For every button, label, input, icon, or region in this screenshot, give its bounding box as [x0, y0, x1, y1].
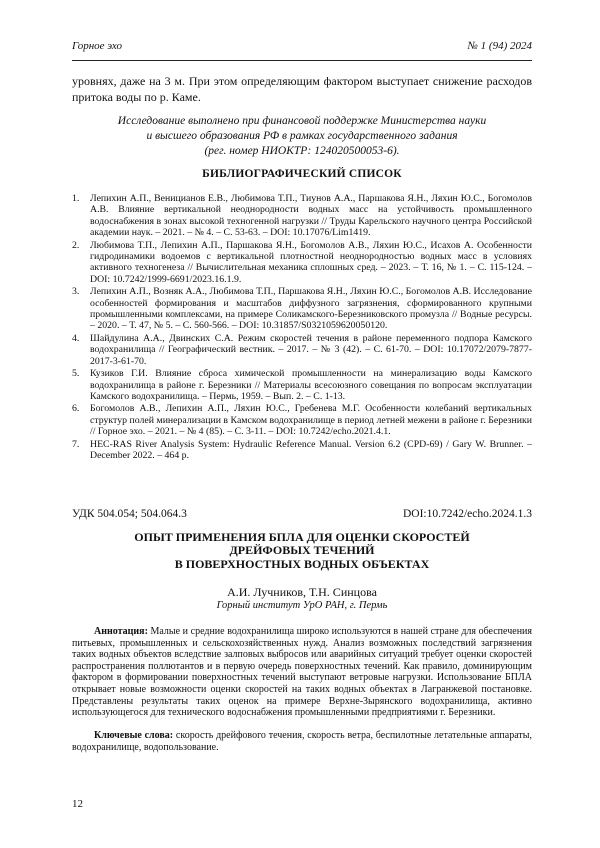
reference-item — [72, 193, 532, 239]
reference-text: HEC-RAS River Analysis System: Hydraulic Reference Manual. Version 6.2 (CPD-69) / Gary W. Brunner. – December 2022. – 464 p. — [90, 438, 532, 461]
header-rule — [72, 60, 532, 61]
reference-item — [72, 439, 532, 462]
article-title — [72, 531, 532, 571]
reference-text: Лепихин А.П., Веницианов Е.В., Любимова Т.П., Тиунов А.А., Паршакова Я.Н., Ляхин Ю.С., Богомолов А.В. Влияние вертикальной неоднородности водных масс на устойчивость промышленного водоснабжения в зонах высокой техногенной нагрузки // Труды Карельского научного центра Российской академии наук. – 2021. – № 4. – С. 53-63. – DOI: 10.17076/Lim1419. — [90, 193, 532, 239]
journal-name: Горное эхо — [72, 40, 123, 52]
udc-code: УДК 504.054; 504.064.3 — [72, 508, 187, 520]
article-doi: DOI:10.7242/echo.2024.1.3 — [402, 508, 532, 520]
article-title-line: В ПОВЕРХНОСТНЫХ ВОДНЫХ ОБЪЕКТАХ — [174, 556, 430, 571]
reference-item — [72, 368, 532, 402]
reference-list — [72, 193, 532, 462]
reference-number: 2. — [72, 239, 80, 251]
acknowledgement — [72, 114, 532, 159]
acknowledgement-line: и высшего образования РФ в рамках государственного задания — [146, 130, 458, 142]
reference-number: 3. — [72, 286, 80, 298]
article-authors: А.И. Лучников, Т.Н. Синцова — [227, 585, 377, 599]
article-title-line: ОПЫТ ПРИМЕНЕНИЯ БПЛА ДЛЯ ОЦЕНКИ СКОРОСТЕЙ — [134, 530, 470, 544]
reference-number: 1. — [72, 193, 80, 204]
keywords-label: Ключевые слова: — [94, 730, 174, 741]
author-affiliation: Горный институт УрО РАН, г. Пермь — [216, 600, 388, 611]
acknowledgement-line: (рег. номер НИОКТР: 124020500053-6). — [204, 145, 400, 157]
reference-text: Шайдулина А.А., Двинских С.А. Режим скоростей течения в районе переменного подпора Камского водохранилища // Географический вестник. – 2017. – № 3 (42). – С. 61-70. – DOI: 10.17072/2079-7877-2017-3-61-70. — [90, 332, 532, 367]
continued-paragraph: уровнях, даже на 3 м. При этом определяющим фактором выступает снижение расходов притока воды по р. Каме. — [72, 74, 532, 104]
abstract-label: Аннотация: — [94, 626, 148, 637]
keywords-text: скорость дрейфового течения, скорость ветра, беспилотные летательные аппараты, водохранилище, водопользование. — [72, 730, 532, 753]
reference-number: 5. — [72, 368, 80, 380]
reference-text: Любимова Т.П., Лепихин А.П., Паршакова Я.Н., Богомолов А.В., Ляхин Ю.С., Исахов А. Особенности гидродинамики водоемов с вертикальной плотностной неоднородностью водных масс в условиях активного техногенеза // Вычислительная механика сплошных сред. – 2023. – Т. 16, № 1. – С. 115-124. – DOI: 10.7242/1999-6691/2023.16.1.9. — [90, 239, 532, 285]
reference-item — [72, 403, 532, 437]
abstract — [72, 626, 532, 719]
reference-number: 7. — [72, 438, 80, 450]
page-number: 12 — [72, 798, 83, 810]
reference-number: 4. — [72, 332, 80, 344]
acknowledgement-line: Исследование выполнено при финансовой поддержке Министерства науки — [117, 115, 487, 127]
keywords — [72, 730, 532, 753]
bibliography-title: БИБЛИОГРАФИЧЕСКИЙ СПИСОК — [202, 168, 402, 180]
reference-text: Богомолов А.В., Лепихин А.П., Ляхин Ю.С., Гребенева М.Г. Особенности колебаний вертикальных структур полей минерализации в Камском водохранилище в период летней межени в районе г. Березники // Горное эхо. – 2021. – № 4 (85). – С. 3-11. – DOI: 10.7242/echo.2021.4.1. — [90, 403, 532, 438]
issue-number: № 1 (94) 2024 — [467, 40, 532, 52]
abstract-text: Малые и средние водохранилища широко используются в нашей стране для обеспечения питьевых, промышленных и сельскохозяйственных нужд. Анализ возможных последствий загрязнения таких водных объектов вследствие залповых выбросов или аварийных ситуаций требует оценки скоростей распространения поллютантов и в первую очередь поверхностных течений. Как правило, доминирующим фактором в формировании поверхностных течений выступают ветровые нагрузки. Использование БПЛА открывает новые возможности оценки скоростей на таких водных объектах в Лагранжевой постановке. Представлены результаты таких оценок на примере Верхне-Зырянского водохранилища, активно использующегося для технического водоснабжения промышленными предприятиями г. Березники. — [72, 626, 532, 719]
running-header — [72, 40, 532, 56]
reference-item — [72, 286, 532, 332]
udc-doi-line — [72, 508, 532, 522]
article-title-line: ДРЕЙФОВЫХ ТЕЧЕНИЙ — [229, 543, 375, 558]
reference-item — [72, 240, 532, 286]
reference-number: 6. — [72, 403, 80, 415]
reference-text: Кузиков Г.И. Влияние сброса химической промышленности на минерализацию воды Камского водохранилища в районе г. Березники // Материалы всесоюзного совещания по вопросам эксплуатации Камского водохранилища. – Пермь, 1959. – Вып. 2. – С. 1-13. — [90, 368, 532, 402]
reference-text: Лепихин А.П., Возняк А.А., Любимова Т.П., Паршакова Я.Н., Ляхин Ю.С., Богомолов А.В. Исследование особенностей формирования и масштабов диффузного загрязнения, сформированного крупными промышленными комплексами, на примере Соликамского-Березниковского промузла // Водные ресурсы. – 2020. – Т. 47, № 5. – С. 560-566. – DOI: 10.31857/S0321059620050120. — [90, 286, 532, 332]
reference-item — [72, 333, 532, 367]
